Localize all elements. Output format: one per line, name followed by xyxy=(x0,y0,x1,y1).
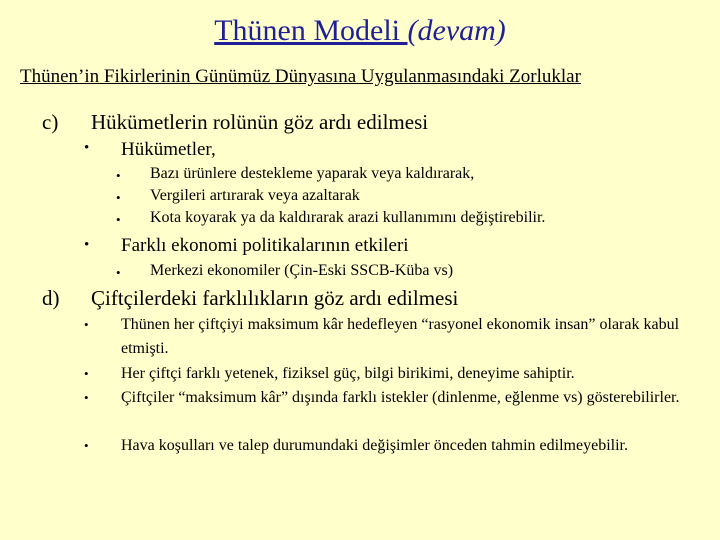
section-c-subitem: Kota koyarak ya da kaldırarak arazi kullanımını değiştirebilir. xyxy=(150,209,546,226)
title-main: Thünen Modeli xyxy=(214,14,408,47)
bullet-icon: • xyxy=(84,237,90,253)
bullet-icon: • xyxy=(116,168,121,183)
section-c-subitem: Bazı ürünlere destekleme yaparak veya kaldırarak, xyxy=(150,165,475,182)
section-d-item: Her çiftçi farklı yetenek, fiziksel güç, bilgi birikimi, deneyime sahiptir. xyxy=(121,365,575,382)
bullet-icon: • xyxy=(116,190,121,205)
section-d-item: Çiftçiler “maksimum kâr” dışında farklı istekler (dinlenme, eğlenme vs) gösterebilirler. xyxy=(121,389,680,406)
section-d-marker: d) xyxy=(42,286,60,310)
bullet-icon: • xyxy=(116,265,121,280)
section-d-item: Hava koşulları ve talep durumundaki değişimler önceden tahmin edilmeyebilir. xyxy=(121,437,628,454)
bullet-icon: • xyxy=(84,317,89,332)
section-c-subitem: Merkezi ekonomiler (Çin-Eski SSCB-Küba vs) xyxy=(150,262,454,279)
bullet-icon: • xyxy=(84,390,89,405)
section-c-item-1: Hükümetler, xyxy=(121,139,216,160)
section-c-heading: Hükümetlerin rolünün göz ardı edilmesi xyxy=(91,110,429,134)
section-c-marker: c) xyxy=(42,110,59,134)
section-d-heading: Çiftçilerdeki farklılıkların göz ardı edilmesi xyxy=(91,286,459,310)
slide-title xyxy=(0,14,720,48)
bullet-icon: • xyxy=(84,366,89,381)
slide-subtitle: Thünen’in Fikirlerinin Günümüz Dünyasına Uygulanmasındaki Zorluklar xyxy=(20,66,581,87)
section-d-item: Thünen her çiftçiyi maksimum kâr hedefleyen “rasyonel ekonomik insan” olarak kabul etmişti. xyxy=(121,316,680,357)
section-c-subitem: Vergileri artırarak veya azaltarak xyxy=(150,187,360,204)
section-c-item-2: Farklı ekonomi politikalarının etkileri xyxy=(121,235,409,256)
bullet-icon: • xyxy=(116,212,121,227)
title-sub: (devam) xyxy=(407,14,506,47)
bullet-icon: • xyxy=(84,438,89,453)
bullet-icon: • xyxy=(84,140,90,156)
